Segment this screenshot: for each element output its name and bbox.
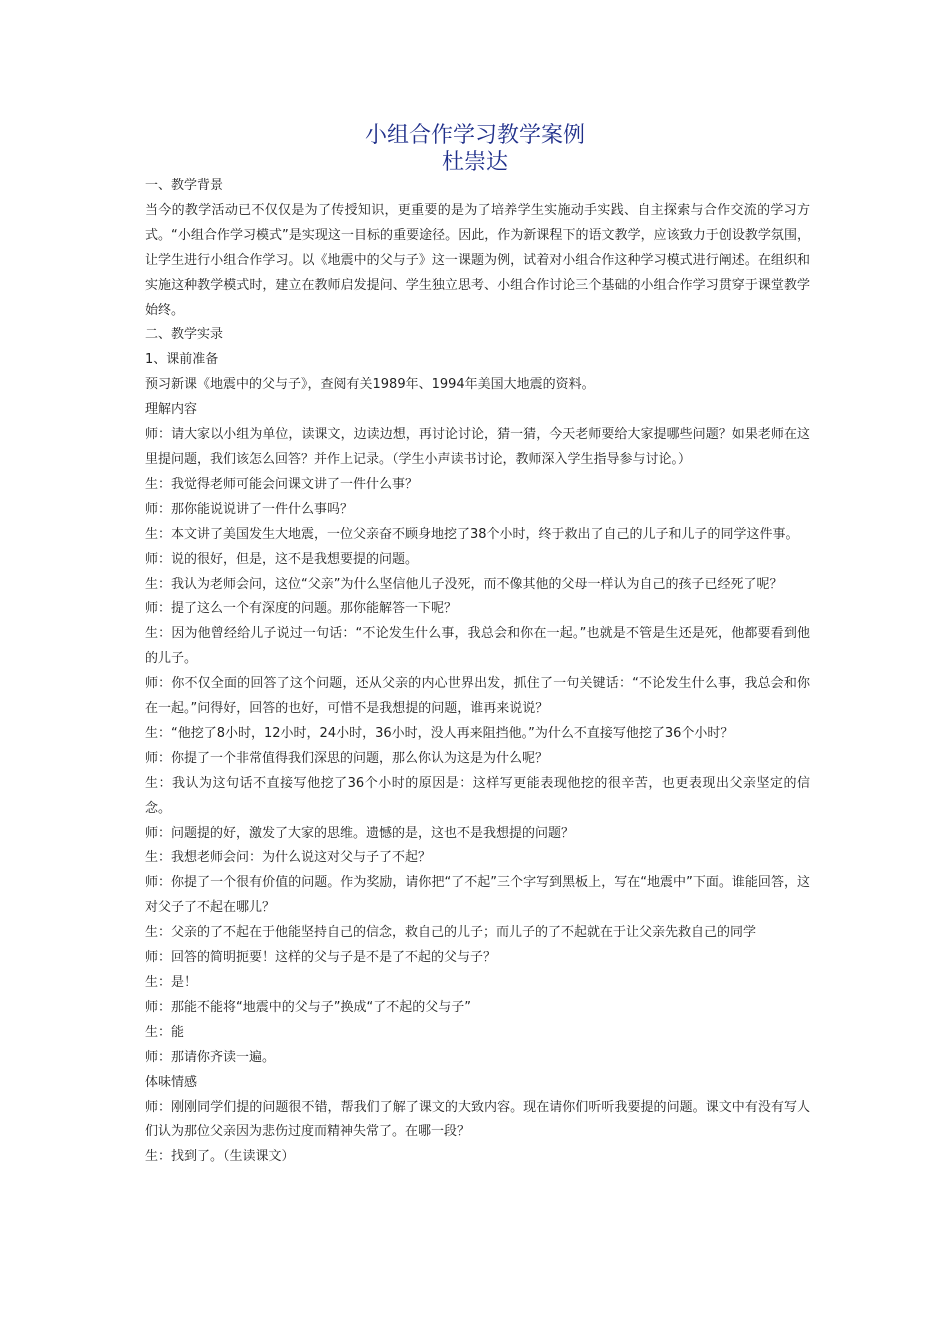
paragraph: 师：你提了一个很有价值的问题。作为奖励，请你把“了不起”三个字写到黑板上，写在“地震中”下面。谁能回答，这对父子了不起在哪儿？ (145, 875, 810, 916)
paragraph: 师：问题提的好，激发了大家的思维。遗憾的是，这也不是我想提的问题？ (145, 825, 575, 841)
author-name: 杜崇达 (441, 150, 508, 175)
paragraph: 生：能 (145, 1024, 185, 1040)
paragraph: 生：“他挖了8小时，12小时，24小时，36小时，没人再来阻挡他。”为什么不直接写他挖了36个小时？ (145, 725, 734, 741)
paragraph: 师：那能不能将“地震中的父与子”换成“了不起的父与子” (145, 999, 471, 1015)
paragraph: 师：那请你齐读一遍。 (145, 1049, 276, 1065)
paragraph: 师：请大家以小组为单位，读课文，边读边想，再讨论讨论，猜一猜，今天老师要给大家提哪些问题？如果老师在这里提问题，我们该怎么回答？并作上记录。（学生小声读书讨论，教师深入学生指导参与讨论。） (145, 427, 810, 467)
document-body (145, 174, 810, 1170)
paragraph: 生：本文讲了美国发生大地震，一位父亲奋不顾身地挖了38个小时，终于救出了自己的儿子和儿子的同学这件事。 (145, 526, 799, 542)
paragraph: 一、教学背景 (145, 178, 224, 193)
paragraph: 师：回答的简明扼要！这样的父与子是不是了不起的父与子？ (145, 950, 497, 966)
document-title: 小组合作学习教学案例 (364, 123, 585, 148)
paragraph: 二、教学实录 (145, 327, 224, 343)
paragraph: 预习新课《地震中的父与子》，查阅有关1989年、1994年美国大地震的资料。 (145, 377, 595, 393)
paragraph: 师：你不仅全面的回答了这个问题，还从父亲的内心世界出发，抓住了一句关键话：“不论发生什么事，我总会和你在一起。”问得好，回答的也好，可惜不是我想提的问题，谁再来说说？ (145, 676, 810, 717)
paragraph: 师：你提了一个非常值得我们深思的问题，那么你认为这是为什么呢？ (145, 750, 549, 766)
paragraph: 生：我觉得老师可能会问课文讲了一件什么事？ (145, 476, 419, 492)
paragraph: 师：说的很好，但是，这不是我想要提的问题。 (145, 551, 419, 567)
paragraph: 生：父亲的了不起在于他能坚持自己的信念，救自己的儿子；而儿子的了不起就在于让父亲先救自己的同学 (145, 925, 757, 941)
paragraph: 生：是！ (145, 975, 198, 990)
paragraph: 生：找到了。（生读课文） (145, 1149, 295, 1165)
paragraph: 体味情感 (145, 1074, 198, 1090)
paragraph: 师：刚刚同学们提的问题很不错，帮我们了解了课文的大致内容。现在请你们听听我要提的问题。课文中有没有写人们认为那位父亲因为悲伤过度而精神失常了。在哪一段？ (145, 1099, 810, 1140)
paragraph: 生：因为他曾经给儿子说过一句话：“不论发生什么事，我总会和你在一起。”也就是不管是生还是死，他都要看到他的儿子。 (145, 626, 810, 667)
paragraph: 理解内容 (145, 402, 198, 418)
paragraph: 当今的教学活动已不仅仅是为了传授知识，更重要的是为了培养学生实施动手实践、自主探索与合作交流的学习方式。“小组合作学习模式”是实现这一目标的重要途径。因此，作为新课程下的语文教学，应该致力于创设教学氛围，让学生进行小组合作学习。以《地震中的父与子》这一课题为例，试着对小组合作这种学习模式进行阐述。在组织和实施这种教学模式时，建立在教师启发提问、学生独立思考、小组合作讨论三个基础的小组合作学习贯穿于课堂教学始终。 (145, 202, 810, 318)
paragraph: 生：我认为这句话不直接写他挖了36个小时的原因是：这样写更能表现他挖的很辛苦，也更表现出父亲坚定的信念。 (145, 775, 810, 816)
paragraph: 生：我想老师会问：为什么说这对父与子了不起？ (145, 850, 432, 866)
title-block (0, 122, 950, 176)
paragraph: 1、课前准备 (145, 352, 219, 368)
paragraph: 生：我认为老师会问，这位“父亲”为什么坚信他儿子没死，而不像其他的父母一样认为自己的孩子已经死了呢？ (145, 576, 783, 592)
paragraph: 师：提了这么一个有深度的问题。那你能解答一下呢？ (145, 601, 458, 617)
paragraph: 师：那你能说说讲了一件什么事吗？ (145, 501, 354, 517)
